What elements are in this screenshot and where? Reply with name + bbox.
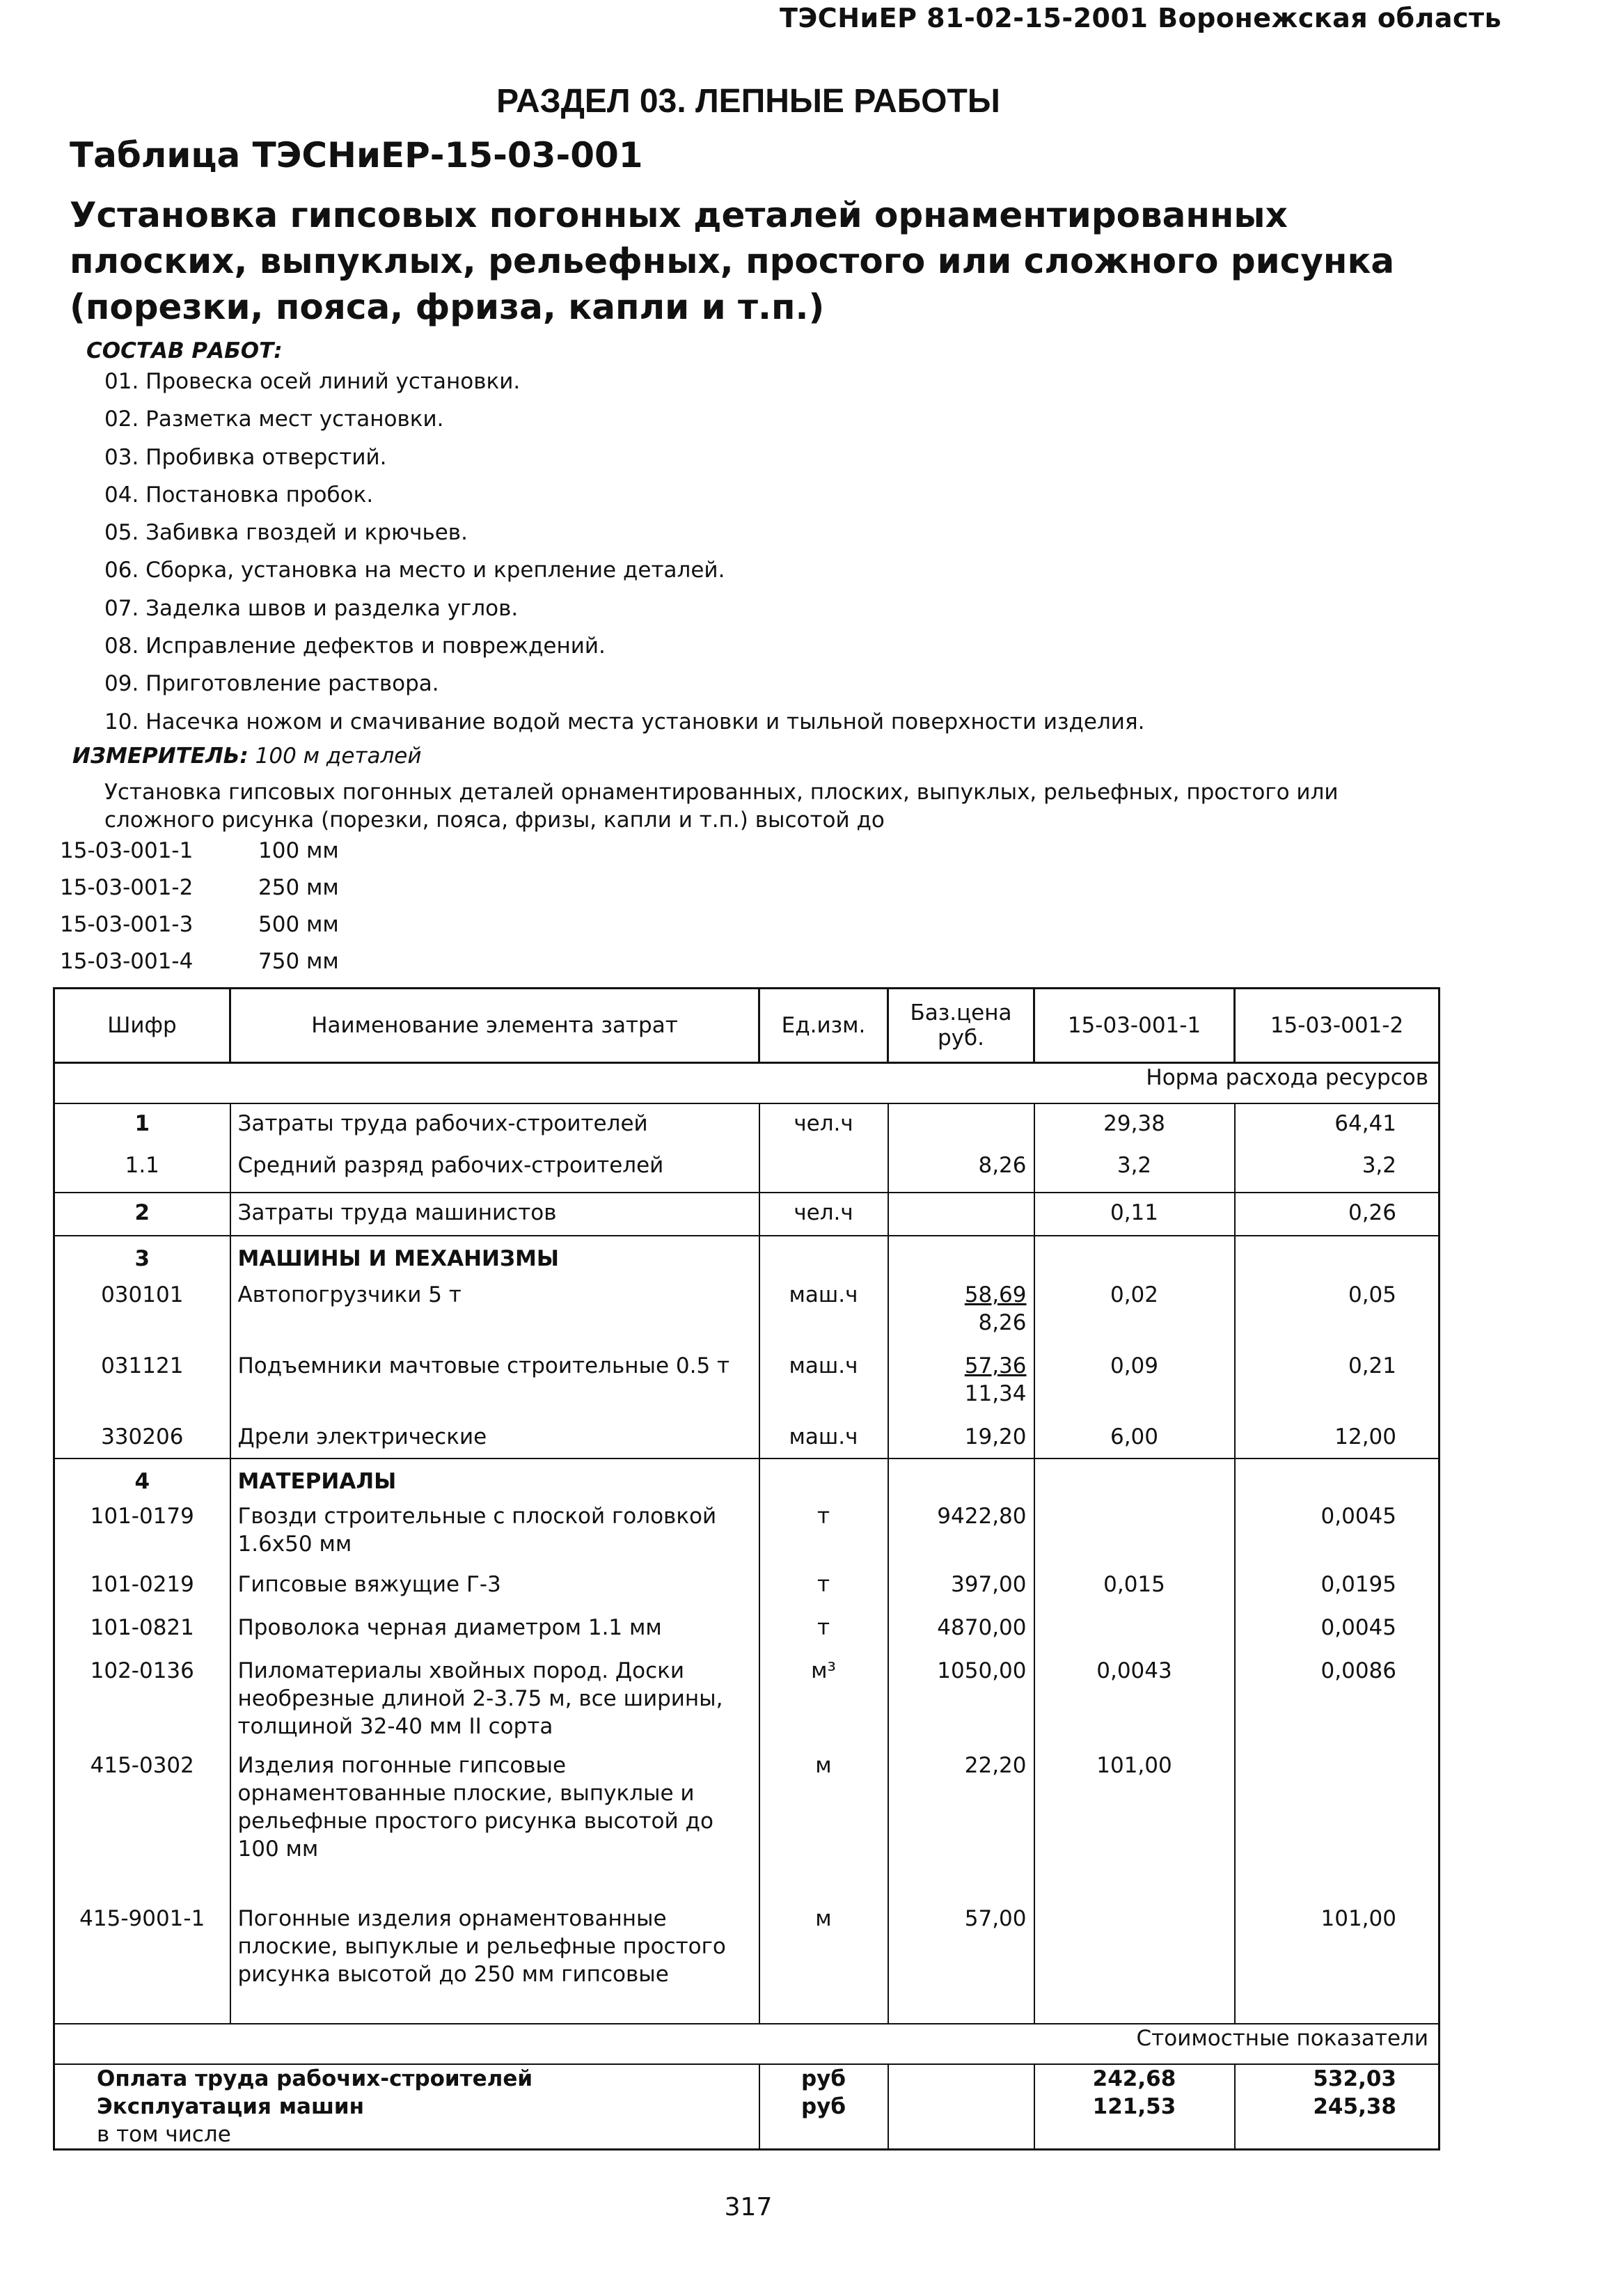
row-price: [888, 1193, 1034, 1236]
row-value-2: 64,41: [1235, 1103, 1440, 1138]
row-name: Погонные изделия орнаментованные плоские, выпуклые и рельефные простого рисунка высотой до 250 мм гипсовые: [230, 1905, 759, 2024]
row-value-1: 101,00: [1034, 1752, 1235, 1905]
table-row: [54, 1614, 1440, 1657]
price-total: 57,36: [964, 1353, 1027, 1378]
row-code: 1: [54, 1103, 230, 1138]
row-name: МАТЕРИАЛЫ: [230, 1458, 759, 1502]
header-code: Шифр: [54, 989, 230, 1063]
row-name: Гипсовые вяжущие Г-3: [230, 1571, 759, 1614]
row-code: 101-0821: [54, 1614, 230, 1657]
row-value-1: [1034, 1614, 1235, 1657]
row-price: 57,00: [888, 1905, 1034, 2024]
row-code: 102-0136: [54, 1657, 230, 1752]
row-value-1: 0,0043: [1034, 1657, 1235, 1752]
total-value-1: 121,53: [1034, 2093, 1235, 2121]
row-price: [888, 1352, 1034, 1423]
row-value-2: [1235, 1752, 1440, 1905]
variant-row: [60, 948, 339, 984]
total-name: Эксплуатация машин: [54, 2093, 759, 2121]
total-row: [54, 2064, 1440, 2093]
header-col1: 15-03-001-1: [1034, 989, 1235, 1063]
total-unit: руб: [759, 2064, 888, 2093]
row-price: 4870,00: [888, 1614, 1034, 1657]
row-code: 101-0179: [54, 1502, 230, 1571]
row-value-1: [1034, 1905, 1235, 2024]
row-code: 415-0302: [54, 1752, 230, 1905]
row-value-1: 0,11: [1034, 1193, 1235, 1236]
price-total: 58,69: [964, 1282, 1027, 1307]
total-value-1: 242,68: [1034, 2064, 1235, 2093]
variant-value: 100 мм: [258, 838, 339, 863]
measure-line: [72, 744, 421, 769]
description: Установка гипсовых погонных деталей орнаментированных, плоских, выпуклых, рельефных, простого или сложного рисунка (порезки, пояса, фризы, капли и т.п.) высотой до: [104, 780, 1339, 833]
row-value-2: 0,0195: [1235, 1571, 1440, 1614]
header-col2: 15-03-001-2: [1235, 989, 1440, 1063]
variant-row: [60, 911, 339, 948]
total-value-2: 245,38: [1235, 2093, 1440, 2121]
row-value-2: 0,0045: [1235, 1502, 1440, 1571]
row-price: [888, 1281, 1034, 1352]
row-name: Гвозди строительные с плоской головкой 1.6х50 мм: [230, 1502, 759, 1571]
row-name: Дрели электрические: [230, 1423, 759, 1458]
row-value-2: 0,21: [1235, 1352, 1440, 1423]
row-value-2: 3,2: [1235, 1138, 1440, 1193]
row-price: 9422,80: [888, 1502, 1034, 1571]
row-value-2: 101,00: [1235, 1905, 1440, 2024]
price-labor: 8,26: [978, 1310, 1027, 1335]
work-item: 07. Заделка швов и разделка углов.: [104, 595, 519, 621]
row-code: 031121: [54, 1352, 230, 1423]
row-price: 397,00: [888, 1571, 1034, 1614]
work-item: 09. Приготовление раствора.: [104, 671, 439, 697]
row-price: 1050,00: [888, 1657, 1034, 1752]
row-code: 4: [54, 1458, 230, 1502]
table-row: [54, 1571, 1440, 1614]
cost-label-row: [54, 2024, 1440, 2064]
variant-value: 500 мм: [258, 912, 339, 937]
variant-code: 15-03-001-3: [60, 912, 194, 937]
row-unit: чел.ч: [759, 1103, 888, 1138]
row-value-2: 12,00: [1235, 1423, 1440, 1458]
norm-label-row: [54, 1063, 1440, 1104]
table-title: Таблица ТЭСНиЕР-15-03-001: [70, 135, 643, 175]
table-row: [54, 1193, 1440, 1236]
row-unit: т: [759, 1502, 888, 1571]
table-row: [54, 1502, 1440, 1571]
table-row: [54, 1138, 1440, 1193]
composition-label: СОСТАВ РАБОТ:: [86, 338, 283, 363]
row-name: Пиломатериалы хвойных пород. Доски необрезные длиной 2-3.75 м, все ширины, толщиной 32-40 мм II сорта: [230, 1657, 759, 1752]
measure-label: ИЗМЕРИТЕЛЬ:: [72, 744, 249, 769]
row-name: Затраты труда рабочих-строителей: [230, 1103, 759, 1138]
row-unit: т: [759, 1614, 888, 1657]
row-name: Изделия погонные гипсовые орнаментованные плоские, выпуклые и рельефные простого рисунка высотой до 100 мм: [230, 1752, 759, 1905]
variant-code: 15-03-001-2: [60, 875, 194, 900]
row-name: Затраты труда машинистов: [230, 1193, 759, 1236]
total-unit: руб: [759, 2093, 888, 2121]
cost-label: Стоимостные показатели: [54, 2024, 1440, 2064]
row-name: МАШИНЫ И МЕХАНИЗМЫ: [230, 1236, 759, 1281]
work-item: 03. Пробивка отверстий.: [104, 444, 387, 470]
row-value-2: 0,26: [1235, 1193, 1440, 1236]
work-item: 04. Постановка пробок.: [104, 482, 374, 508]
row-code: 1.1: [54, 1138, 230, 1193]
row-price: 22,20: [888, 1752, 1034, 1905]
work-item: 05. Забивка гвоздей и крючьев.: [104, 520, 468, 546]
header-unit: Ед.изм.: [759, 989, 888, 1063]
row-name: Проволока черная диаметром 1.1 мм: [230, 1614, 759, 1657]
section-title: РАЗДЕЛ 03. ЛЕПНЫЕ РАБОТЫ: [496, 83, 1000, 120]
work-item: 01. Провеска осей линий установки.: [104, 369, 521, 394]
total-value-2: 532,03: [1235, 2064, 1440, 2093]
table-row: [54, 1657, 1440, 1752]
table-row: [54, 1458, 1440, 1502]
work-item: 02. Разметка мест установки.: [104, 407, 444, 432]
row-unit: маш.ч: [759, 1352, 888, 1423]
variant-value: 250 мм: [258, 875, 339, 900]
table-row: [54, 1352, 1440, 1423]
row-value-1: 29,38: [1034, 1103, 1235, 1138]
row-value-1: 0,02: [1034, 1281, 1235, 1352]
table-row: [54, 1236, 1440, 1281]
row-value-1: 6,00: [1034, 1423, 1235, 1458]
row-price: 19,20: [888, 1423, 1034, 1458]
header-name: Наименование элемента затрат: [230, 989, 759, 1063]
variant-code: 15-03-001-4: [60, 949, 194, 974]
row-price: [888, 1103, 1034, 1138]
row-price: 8,26: [888, 1138, 1034, 1193]
row-value-1: 0,015: [1034, 1571, 1235, 1614]
row-code: 030101: [54, 1281, 230, 1352]
norm-label: Норма расхода ресурсов: [54, 1063, 1440, 1104]
total-row: [54, 2121, 1440, 2150]
page-number: 317: [724, 2193, 773, 2222]
table-row: [54, 1423, 1440, 1458]
table-row: [54, 1752, 1440, 1905]
row-code: 101-0219: [54, 1571, 230, 1614]
works-list: [104, 368, 1144, 746]
variant-value: 750 мм: [258, 949, 339, 974]
row-value-1: 3,2: [1034, 1138, 1235, 1193]
row-unit: м: [759, 1905, 888, 2024]
row-unit: [759, 1138, 888, 1193]
row-unit: м³: [759, 1657, 888, 1752]
work-item: 08. Исправление дефектов и повреждений.: [104, 634, 606, 659]
row-name: Автопогрузчики 5 т: [230, 1281, 759, 1352]
row-unit: м: [759, 1752, 888, 1905]
work-item: 06. Сборка, установка на место и крепление деталей.: [104, 558, 725, 583]
row-unit: чел.ч: [759, 1193, 888, 1236]
row-value-1: 0,09: [1034, 1352, 1235, 1423]
variants-list: [60, 837, 339, 984]
work-item: 10. Насечка ножом и смачивание водой места установки и тыльной поверхности изделия.: [104, 709, 1145, 734]
row-code: 3: [54, 1236, 230, 1281]
variant-row: [60, 837, 339, 874]
table-row: [54, 1905, 1440, 2024]
including-label: в том числе: [54, 2121, 759, 2150]
header-price: Баз.цена руб.: [888, 989, 1034, 1063]
row-name: Подъемники мачтовые строительные 0.5 т: [230, 1352, 759, 1423]
running-header: ТЭСНиЕР 81-02-15-2001 Воронежская область: [780, 3, 1502, 33]
total-row: [54, 2093, 1440, 2121]
table-header-row: [54, 989, 1440, 1063]
table-subtitle: Установка гипсовых погонных деталей орнаментированных плоских, выпуклых, рельефных, простого или сложного рисунка (порезки, пояса, фриза, капли и т.п.): [70, 195, 1395, 327]
row-value-2: 0,0086: [1235, 1657, 1440, 1752]
variant-row: [60, 874, 339, 911]
table-row: [54, 1281, 1440, 1352]
row-code: 2: [54, 1193, 230, 1236]
price-labor: 11,34: [964, 1381, 1027, 1406]
row-value-1: [1034, 1502, 1235, 1571]
table-row: [54, 1103, 1440, 1138]
row-value-2: 0,0045: [1235, 1614, 1440, 1657]
row-unit: маш.ч: [759, 1281, 888, 1352]
row-value-2: 0,05: [1235, 1281, 1440, 1352]
row-code: 415-9001-1: [54, 1905, 230, 2024]
row-name: Средний разряд рабочих-строителей: [230, 1138, 759, 1193]
measure-value: 100 м деталей: [255, 744, 422, 769]
variant-code: 15-03-001-1: [60, 838, 194, 863]
row-code: 330206: [54, 1423, 230, 1458]
row-unit: т: [759, 1571, 888, 1614]
row-unit: маш.ч: [759, 1423, 888, 1458]
resource-table: [53, 987, 1440, 2150]
total-name: Оплата труда рабочих-строителей: [54, 2064, 759, 2093]
